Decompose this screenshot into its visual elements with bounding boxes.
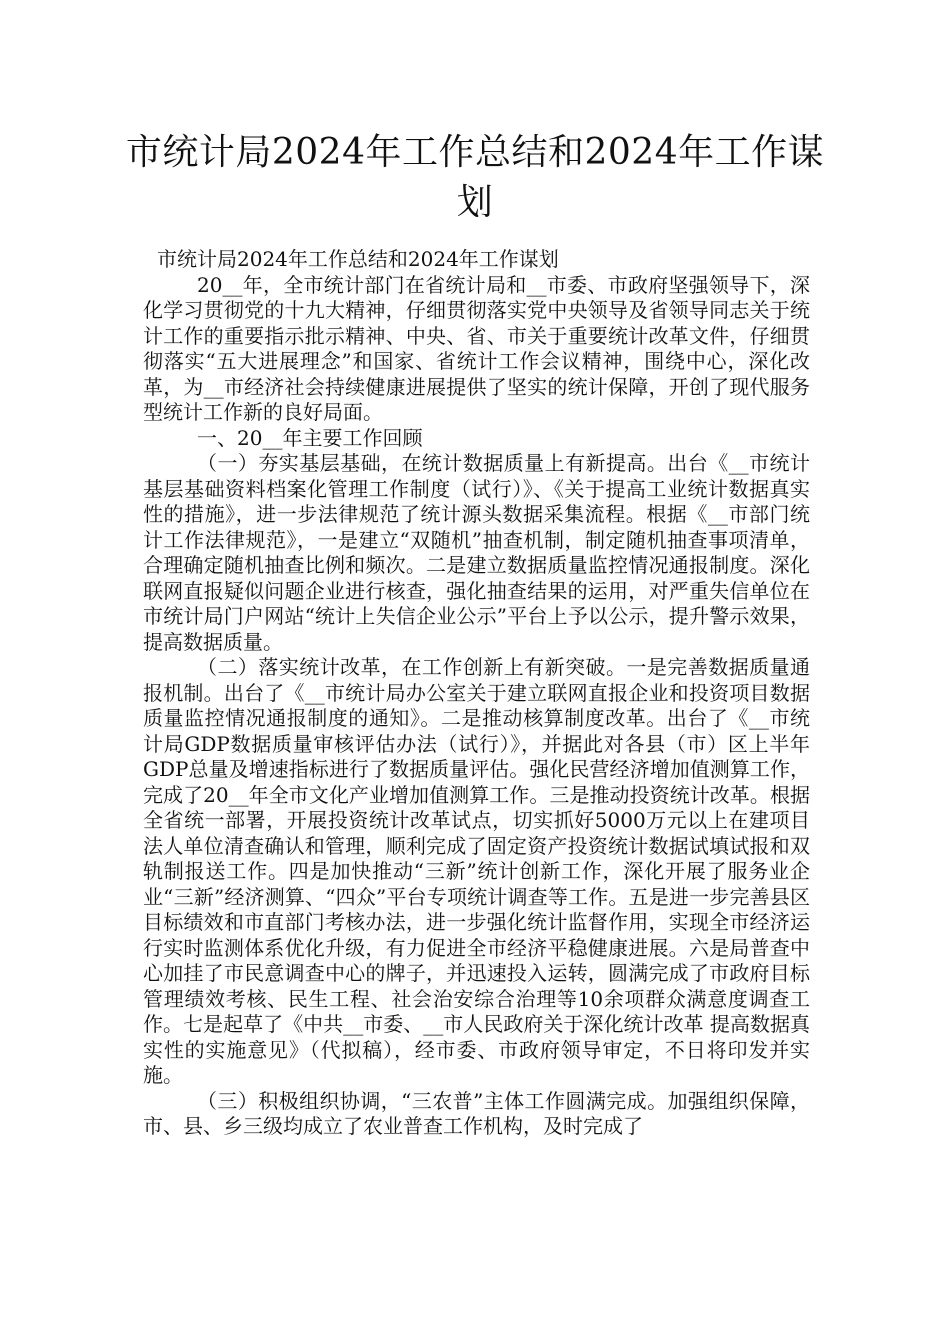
paragraph-item-3: （三）积极组织协调，“三农普”主体工作圆满完成。加强组织保障，市、县、乡三级均成立了农业普查工作机构，及时完成了 [143, 1088, 810, 1138]
document-title: 市统计局2024年工作总结和2024年工作谋划 [125, 132, 825, 223]
paragraph-item-2: （二）落实统计改革，在工作创新上有新突破。一是完善数据质量通报机制。出台了《__市统计局办公室关于建立联网直报企业和投资项目数据质量监控情况通报制度的通知》。二是推动核算制度改革。出台了《__市统计局GDP数据质量审核评估办法（试行）》，并据此对各县（市）区上半年GDP总量及增速指标进行了数据质量评估。强化民营经济增加值测算工作，完成了20__年全市文化产业增加值测算工作。三是推动投资统计改革。根据全省统一部署，开展投资统计改革试点，切实抓好5000万元以上在建项目法人单位清查确认和管理，顺利完成了固定资产投资统计数据试填试报和双轨制报送工作。四是加快推动“三新”统计创新工作，深化开展了服务业企业“三新”经济测算、“四众”平台专项统计调查等工作。五是进一步完善县区目标绩效和市直部门考核办法，进一步强化统计监督作用，实现全市经济运行实时监测体系优化升级，有力促进全市经济平稳健康进展。六是局普查中心加挂了市民意调查中心的牌子，并迅速投入运转，圆满完成了市政府目标管理绩效考核、民生工程、社会治安综合治理等10余项群众满意度调查工作。七是起草了《中共__市委、__市人民政府关于深化统计改革 提高数据真实性的实施意见》（代拟稿），经市委、市政府领导审定，不日将印发并实施。 [143, 655, 810, 1087]
paragraph-intro: 20__年，全市统计部门在省统计局和__市委、市政府坚强领导下，深化学习贯彻党的十九大精神，仔细贯彻落实党中央领导及省领导同志关于统计工作的重要指示批示精神、中央、省、市关于重要统计改革文件，仔细贯彻落实“五大进展理念”和国家、省统计工作会议精神，围绕中心，深化改革，为__市经济社会持续健康进展提供了坚实的统计保障，开创了现代服务型统计工作新的良好局面。 [143, 272, 810, 424]
document-subtitle: 市统计局2024年工作总结和2024年工作谋划 [157, 247, 559, 271]
paragraph-item-1: （一）夯实基层基础，在统计数据质量上有新提高。出台《__市统计基层基础资料档案化管理工作制度（试行）》、《关于提高工业统计数据真实性的措施》，进一步法律规范了统计源头数据采集流程。根据《__市部门统计工作法律规范》，一是建立“双随机”抽查机制，制定随机抽查事项清单，合理确定随机抽查比例和频次。二是建立数据质量监控情况通报制度。深化联网直报疑似问题企业进行核查，强化抽查结果的运用，对严重失信单位在市统计局门户网站“统计上失信企业公示”平台上予以公示，提升警示效果，提高数据质量。 [143, 451, 810, 654]
section-heading-1: 一、20__年主要工作回顾 [197, 425, 423, 450]
document-body [143, 247, 810, 1140]
